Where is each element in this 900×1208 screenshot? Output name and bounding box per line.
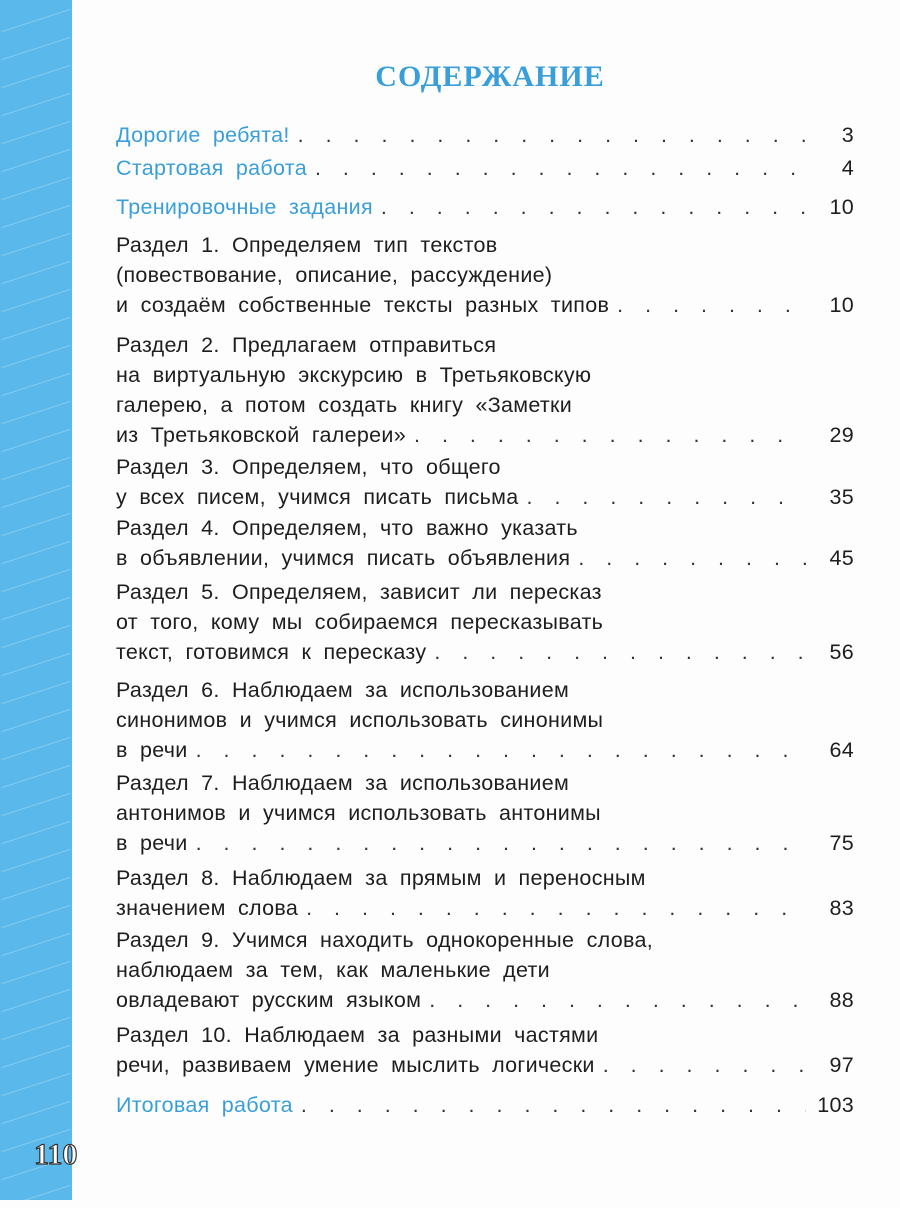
band-ruling-line: [2, 317, 71, 340]
band-ruling-line: [2, 597, 71, 620]
toc-entry-text: у всех писем, учимся писать письма: [116, 485, 519, 509]
dot-leader: [603, 1050, 806, 1080]
band-ruling-line: [2, 1073, 71, 1096]
toc-entry-text: Раздел 8. Наблюдаем за прямым и переносным: [116, 866, 646, 890]
band-ruling-line: [2, 205, 71, 228]
toc-page-number: 64: [829, 738, 854, 762]
band-ruling-line: [2, 793, 71, 816]
dot-leader: [196, 828, 806, 858]
toc-entry-text: Раздел 1. Определяем тип текстов: [116, 233, 498, 257]
band-ruling-line: [2, 989, 71, 1012]
dot-leader: [306, 893, 806, 923]
toc-line: [116, 420, 854, 450]
toc-entry-text: Итоговая работа: [116, 1093, 293, 1117]
page-number: 110: [34, 1138, 78, 1171]
dot-leader: [381, 192, 806, 222]
toc-page-number: 29: [829, 423, 854, 447]
band-ruling-line: [2, 121, 71, 144]
toc-line: [116, 735, 854, 765]
band-ruling-line: [2, 93, 71, 116]
toc-line: [116, 1050, 854, 1080]
band-ruling-line: [2, 1045, 71, 1068]
toc-entry-text: из Третьяковской галереи»: [116, 423, 406, 447]
toc-page-number: 3: [841, 123, 854, 147]
band-ruling-line: [2, 653, 71, 676]
band-ruling-line: [2, 345, 71, 368]
side-color-band: [0, 0, 72, 1200]
toc-entry-text: Тренировочные задания: [116, 195, 373, 219]
toc-line: [116, 1090, 854, 1120]
toc-entry-text: на виртуальную экскурсию в Третьяковскую: [116, 363, 592, 387]
toc-line: [116, 637, 854, 667]
band-ruling-line: [2, 849, 71, 872]
toc-line: [116, 675, 854, 705]
toc-line: [116, 768, 854, 798]
toc-line: [116, 290, 854, 320]
toc-line: [116, 577, 854, 607]
band-ruling-line: [2, 905, 71, 928]
toc-entry-text: (повествование, описание, рассуждение): [116, 263, 553, 287]
toc-line: [116, 607, 854, 637]
toc-line: [116, 330, 854, 360]
toc-entry[interactable]: [116, 192, 854, 222]
toc-entry-text: от того, кому мы собираемся пересказывать: [116, 610, 604, 634]
band-ruling-line: [2, 541, 71, 564]
toc-line: [116, 798, 854, 828]
toc-entry-text: речи, развиваем умение мыслить логически: [116, 1053, 595, 1077]
toc-entry-text: Раздел 3. Определяем, что общего: [116, 455, 501, 479]
band-ruling-line: [2, 821, 71, 844]
toc-page-number: 56: [829, 640, 854, 664]
dot-leader: [301, 1090, 806, 1120]
toc-entry-text: Раздел 9. Учимся находить однокоренные слова,: [116, 928, 653, 952]
toc-entry[interactable]: [116, 925, 854, 1015]
band-ruling-line: [2, 149, 71, 172]
band-ruling-line: [2, 1017, 71, 1040]
toc-line: [116, 230, 854, 260]
toc-line: [116, 153, 854, 183]
toc-entry[interactable]: [116, 330, 854, 450]
toc-entry-text: значением слова: [116, 896, 299, 920]
toc-entry-text: наблюдаем за тем, как маленькие дети: [116, 958, 550, 982]
dot-leader: [298, 120, 806, 150]
toc-line: [116, 390, 854, 420]
toc-entry-text: Дорогие ребята!: [116, 123, 290, 147]
toc-entry-text: и создаём собственные тексты разных типов: [116, 293, 610, 317]
band-ruling-line: [2, 289, 71, 312]
band-ruling-line: [2, 37, 71, 60]
dot-leader: [196, 735, 806, 765]
dot-leader: [527, 482, 806, 512]
toc-entry[interactable]: [116, 577, 854, 667]
toc-entry[interactable]: [116, 153, 854, 183]
toc-page-number: 45: [829, 546, 854, 570]
band-ruling-line: [2, 709, 71, 732]
toc-line: [116, 360, 854, 390]
dot-leader: [315, 153, 806, 183]
toc-line: [116, 260, 854, 290]
toc-entry[interactable]: [116, 1090, 854, 1120]
dot-leader: [434, 637, 806, 667]
band-ruling-line: [2, 457, 71, 480]
toc-entry-text: синонимов и учимся использовать синонимы: [116, 708, 604, 732]
toc-entry-text: галерею, а потом создать книгу «Заметки: [116, 393, 573, 417]
band-ruling-line: [2, 681, 71, 704]
band-ruling-line: [2, 737, 71, 760]
toc-entry-text: овладевают русским языком: [116, 988, 422, 1012]
page-title: СОДЕРЖАНИЕ: [375, 60, 605, 93]
toc-page-number: 103: [817, 1093, 854, 1117]
toc-page-number: 88: [829, 988, 854, 1012]
toc-entry[interactable]: [116, 120, 854, 150]
toc-line: [116, 955, 854, 985]
toc-line: [116, 482, 854, 512]
toc-page-number: 35: [829, 485, 854, 509]
toc-entry-text: антонимов и учимся использовать антонимы: [116, 801, 601, 825]
toc-entry[interactable]: [116, 452, 854, 512]
toc-page-number: 75: [829, 831, 854, 855]
toc-entry-text: Раздел 10. Наблюдаем за разными частями: [116, 1023, 599, 1047]
toc-line: [116, 452, 854, 482]
toc-entry-text: в речи: [116, 831, 188, 855]
toc-entry[interactable]: [116, 1020, 854, 1080]
toc-line: [116, 863, 854, 893]
toc-line: [116, 925, 854, 955]
toc-page-number: 10: [829, 293, 854, 317]
toc-entry-text: в объявлении, учимся писать объявления: [116, 546, 571, 570]
toc-page-number: 4: [841, 156, 854, 180]
toc-entry-text: Раздел 6. Наблюдаем за использованием: [116, 678, 570, 702]
band-ruling-line: [2, 233, 71, 256]
toc-line: [116, 828, 854, 858]
toc-entry[interactable]: [116, 513, 854, 573]
toc-entry-text: в речи: [116, 738, 188, 762]
band-ruling-line: [2, 373, 71, 396]
band-ruling-line: [2, 877, 71, 900]
band-ruling-line: [2, 9, 71, 32]
band-ruling-line: [2, 261, 71, 284]
toc-line: [116, 893, 854, 923]
toc-line: [116, 120, 854, 150]
toc-entry-text: Стартовая работа: [116, 156, 307, 180]
toc-line: [116, 192, 854, 222]
toc-entry[interactable]: [116, 768, 854, 858]
band-ruling-line: [2, 961, 71, 984]
toc-entry-text: Раздел 2. Предлагаем отправиться: [116, 333, 497, 357]
toc-line: [116, 513, 854, 543]
toc-entry[interactable]: [116, 230, 854, 320]
toc-entry-text: Раздел 5. Определяем, зависит ли пересказ: [116, 580, 602, 604]
toc-entry-text: текст, готовимся к пересказу: [116, 640, 427, 664]
dot-leader: [429, 985, 806, 1015]
toc-page-number: 10: [829, 195, 854, 219]
dot-leader: [617, 290, 806, 320]
dot-leader: [414, 420, 806, 450]
band-ruling-line: [2, 429, 71, 452]
band-ruling-line: [2, 513, 71, 536]
dot-leader: [578, 543, 806, 573]
band-ruling-line: [2, 177, 71, 200]
toc-entry[interactable]: [116, 863, 854, 923]
toc-page-number: 97: [829, 1053, 854, 1077]
band-ruling-line: [2, 933, 71, 956]
band-ruling-line: [2, 1185, 71, 1208]
band-ruling-line: [2, 765, 71, 788]
band-ruling-line: [2, 1101, 71, 1124]
toc-entry-text: Раздел 7. Наблюдаем за использованием: [116, 771, 570, 795]
band-ruling-line: [2, 569, 71, 592]
toc-line: [116, 1020, 854, 1050]
toc-entry-text: Раздел 4. Определяем, что важно указать: [116, 516, 578, 540]
toc-entry[interactable]: [116, 675, 854, 765]
band-ruling-line: [2, 625, 71, 648]
toc-line: [116, 705, 854, 735]
toc-page-number: 83: [829, 896, 854, 920]
toc-line: [116, 985, 854, 1015]
band-ruling-line: [2, 485, 71, 508]
band-ruling-line: [2, 401, 71, 424]
toc-line: [116, 543, 854, 573]
